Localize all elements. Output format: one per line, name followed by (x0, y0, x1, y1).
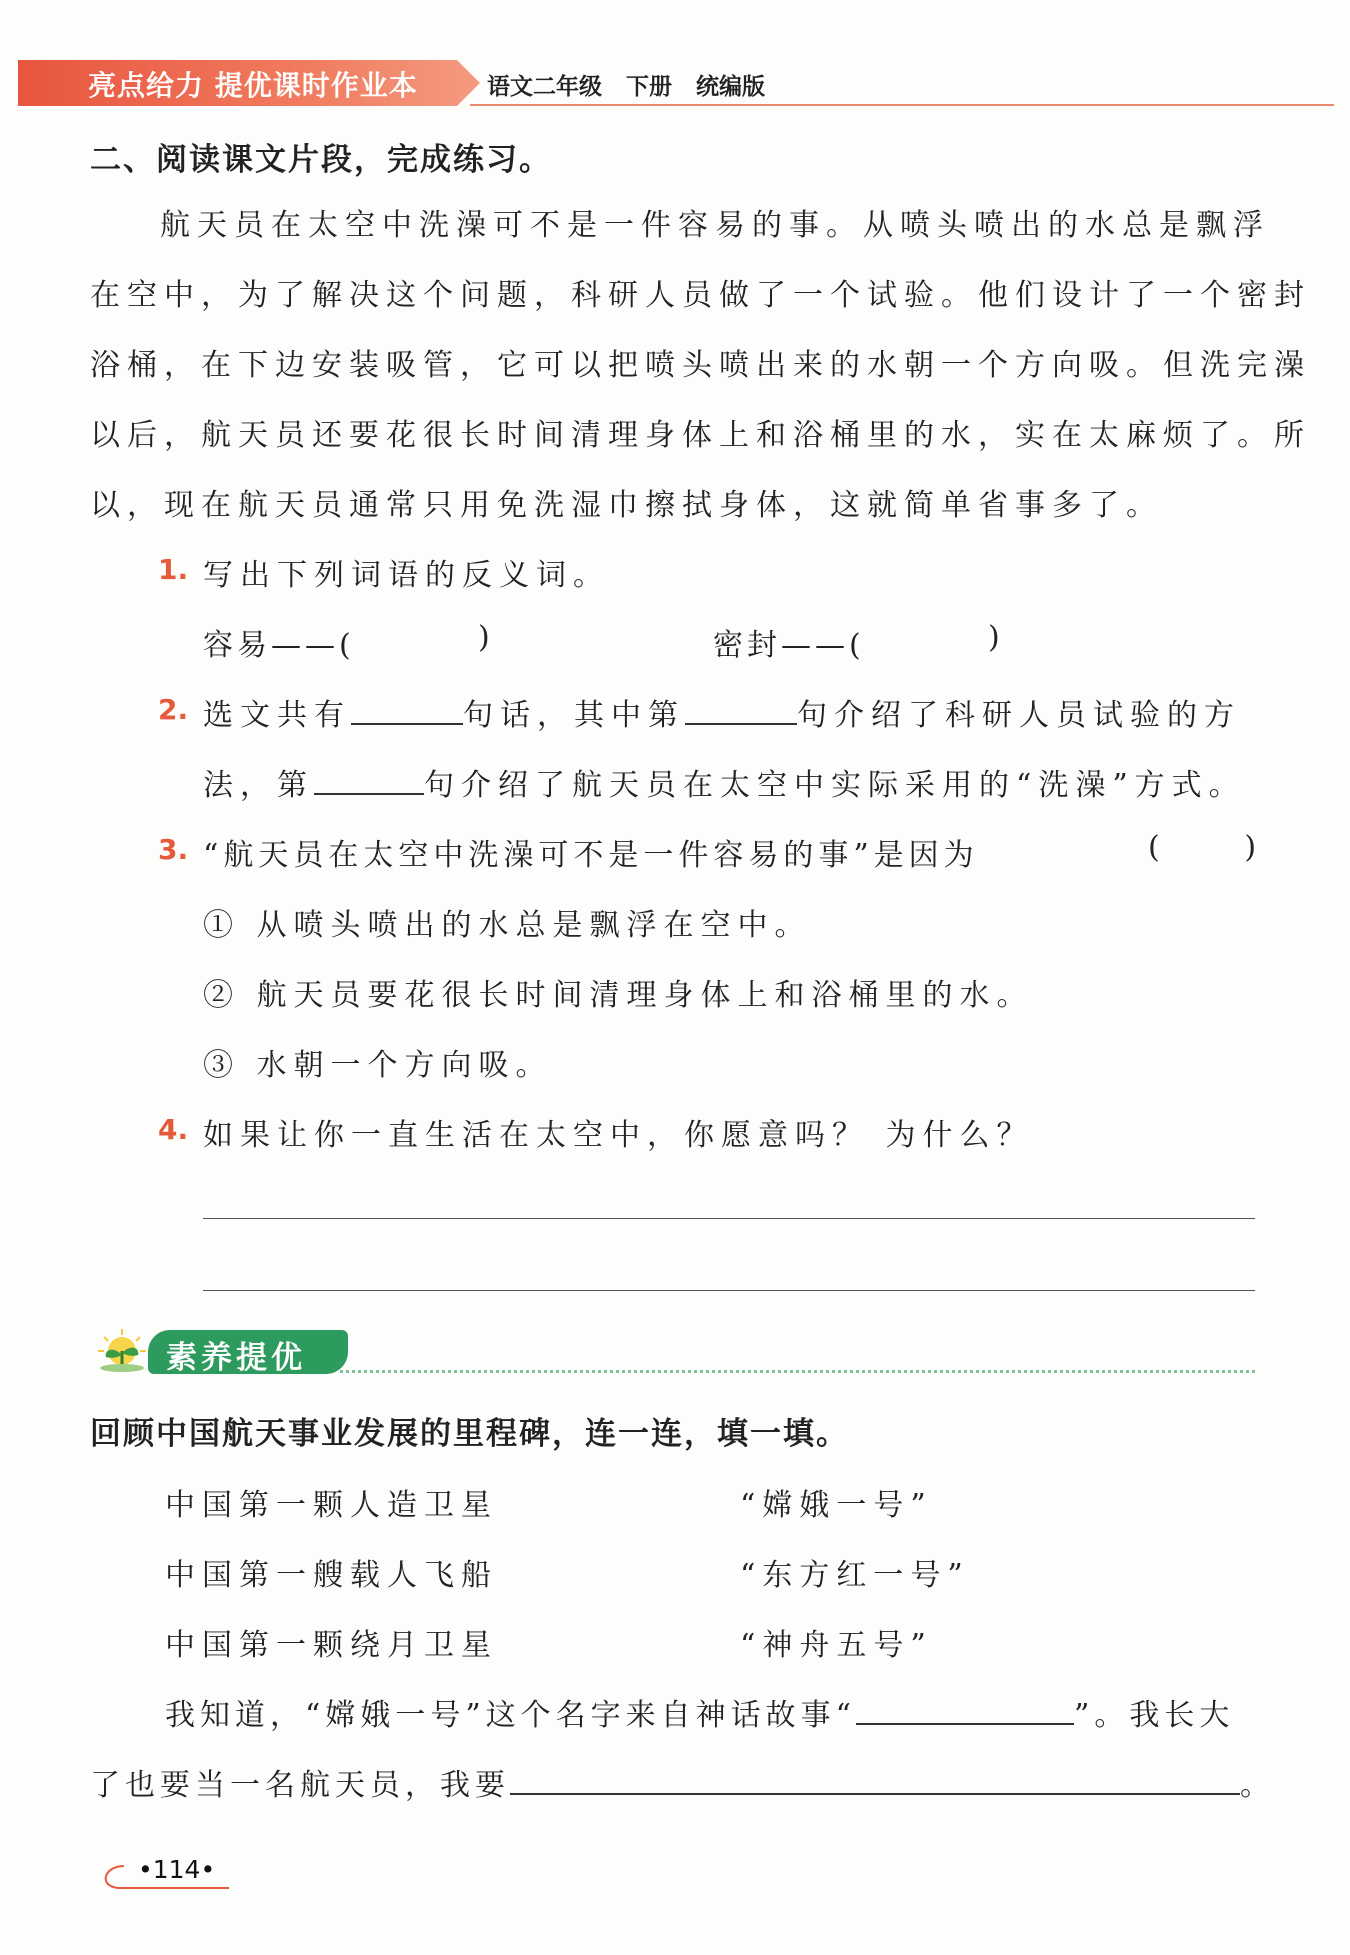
passage-line: 以，现在航天员通常只用免洗湿巾擦拭身体，这就简单省事多了。 (90, 488, 1163, 523)
question-text: “航天员在太空中洗澡可不是一件容易的事”是因为 (203, 838, 979, 873)
question-text: 如果让你一直生活在太空中，你愿意吗？ 为什么？ (203, 1118, 1034, 1153)
passage-line: 以后，航天员还要花很长时间清理身体上和浴桶里的水，实在太麻烦了。所 (90, 418, 1311, 453)
fill-sentence: 了也要当一名航天员，我要 。 (90, 1768, 1275, 1803)
banner-label: 素养提优 (166, 1340, 306, 1376)
question-number: 4. (158, 1113, 189, 1146)
antonym-item: 密封——( (713, 628, 865, 663)
choice-option: ③ 水朝一个方向吸。 (203, 1048, 553, 1083)
bracket-close: ) (478, 620, 497, 655)
choice-bracket[interactable]: ( ) (1148, 830, 1271, 865)
passage-line: 航天员在太空中洗澡可不是一件容易的事。从喷头喷出的水总是飘浮 (160, 208, 1270, 243)
answer-blank[interactable] (351, 723, 463, 725)
fill-sentence: 我知道，“嫦娥一号”这个名字来自神话故事“ ”。我长大 (165, 1698, 1235, 1733)
milestone-right[interactable]: “嫦娥一号” (740, 1488, 933, 1523)
milestone-right[interactable]: “神舟五号” (740, 1628, 933, 1663)
answer-blank[interactable] (685, 723, 797, 725)
question-number: 1. (158, 553, 189, 586)
book-meta: 语文二年级 下册 统编版 (487, 74, 766, 100)
sprout-icon (92, 1327, 150, 1373)
answer-blank[interactable] (856, 1723, 1074, 1725)
question-text: 写出下列词语的反义词。 (203, 558, 610, 593)
series-title: 亮点给力 提优课时作业本 (88, 69, 418, 102)
answer-blank[interactable] (314, 793, 424, 795)
milestone-left[interactable]: 中国第一艘载人飞船 (165, 1558, 498, 1593)
enrichment-heading: 回顾中国航天事业发展的里程碑，连一连，填一填。 (90, 1416, 849, 1452)
question-text: 法，第 句介绍了航天员在太空中实际采用的“洗澡”方式。 (203, 768, 1246, 803)
milestone-left[interactable]: 中国第一颗绕月卫星 (165, 1628, 498, 1663)
antonym-item: 容易——( (203, 628, 355, 663)
header-rule (470, 104, 1334, 106)
bracket-close: ) (988, 620, 1007, 655)
question-number: 3. (158, 833, 189, 866)
section-heading: 二、阅读课文片段，完成练习。 (90, 142, 552, 178)
page-number: •114• (138, 1855, 216, 1884)
milestone-right[interactable]: “东方红一号” (740, 1558, 970, 1593)
answer-line[interactable] (203, 1218, 1255, 1219)
milestone-left[interactable]: 中国第一颗人造卫星 (165, 1488, 498, 1523)
answer-blank[interactable] (510, 1793, 1240, 1795)
passage-line: 在空中，为了解决这个问题，科研人员做了一个试验。他们设计了一个密封 (90, 278, 1311, 313)
question-number: 2. (158, 693, 189, 726)
choice-option: ① 从喷头喷出的水总是飘浮在空中。 (203, 908, 812, 943)
passage-line: 浴桶，在下边安装吸管，它可以把喷头喷出来的水朝一个方向吸。但洗完澡 (90, 348, 1311, 383)
banner-dotted-rule (340, 1370, 1255, 1373)
choice-option: ② 航天员要花很长时间清理身体上和浴桶里的水。 (203, 978, 1034, 1013)
answer-line[interactable] (203, 1290, 1255, 1291)
question-text: 选文共有 句话，其中第 句介绍了科研人员试验的方 (203, 698, 1241, 733)
